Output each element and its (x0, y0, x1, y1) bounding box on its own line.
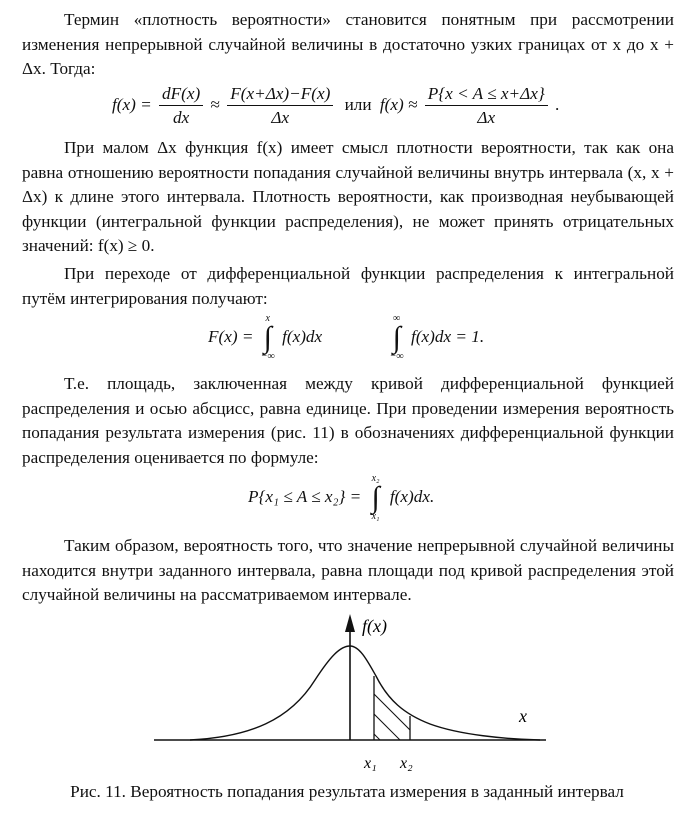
x2-label: x₂ (400, 755, 413, 772)
integral-sign-1: x ∫ −∞ (260, 313, 275, 362)
formula-interval-probability: P{x₁ ≤ A ≤ x₂} = x₂ ∫ x₁ f(x)dx. (248, 473, 435, 522)
paragraph-5: Таким образом, вероятность того, что значение непрерывной случайной величины находится внутри заданного интервала, равна площади под кривой распределения этой случайной величины на рассматриваемом интервале. (22, 536, 674, 604)
formula1-lhs: f(x) = (112, 94, 152, 114)
formula1-fraction-derivative: $\frac{dF(x)}{dx}$ (159, 84, 203, 128)
density-curve (190, 646, 540, 740)
paragraph-2: При малом Δx функция f(x) имеет смысл плотности вероятности, так как она равна отношению вероятности попадания случайной величины внутрь интервала (x, x + Δx) к длине этого интервала. Плотность вероятности, как производная неубывающей функции (интегральной функции распределения), не может принять отрицательных значений: f(x) ≥ 0. (22, 138, 674, 255)
formula1-or: или (344, 94, 372, 114)
paragraph-4: Т.е. площадь, заключенная между кривой дифференциальной функцией распределения и осью абсцисс, равна единице. При проведении измерения вероятность попадания результата измерения (рис. 11) в обозначениях дифференциальной функции распределения оценивается по формуле: (22, 374, 674, 467)
y-axis-arrow (345, 614, 355, 632)
formula-density-definition: f(x) = $\frac{dF(x)}{dx}$ ≈ $\frac{F(x+\Delta x)-F(x)}{\Delta x}$ или f(x) ≈ $\frac{P\{x < A \le x+\Delta x\}}{\Delta x}$ . (112, 84, 560, 127)
formula-integral-distribution: F(x) = x ∫ −∞ f(x)dx ∞ ∫ −∞ f(x)dx = 1. (208, 313, 485, 362)
paragraph-1: Термин «плотность вероятности» становится понятным при рассмотрении изменения непрерывной случайной величины в достаточно узких границах от x до x + Δx. Тогда: (22, 10, 674, 78)
x1-label: x₁ (364, 755, 377, 772)
integral-sign-2: ∞ ∫ −∞ (389, 313, 404, 362)
hatched-area (320, 640, 460, 780)
x-axis-label: x (519, 706, 527, 726)
y-axis-label: f(x) (362, 616, 387, 636)
figure-caption: Рис. 11. Вероятность попадания результата измерения в заданный интервал (70, 782, 624, 801)
formula1-fraction-difference: $\frac{F(x+\Delta x)-F(x)}{\Delta x}$ (227, 84, 333, 128)
formula1-fraction-probability: $\frac{P\{x < A \le x+\Delta x\}}{\Delta x}$ (425, 84, 548, 128)
integral-sign-3: x₂ ∫ x₁ (371, 473, 380, 522)
paragraph-3: При переходе от дифференциальной функции распределения к интегральной путём интегрирования получают: (22, 264, 674, 308)
